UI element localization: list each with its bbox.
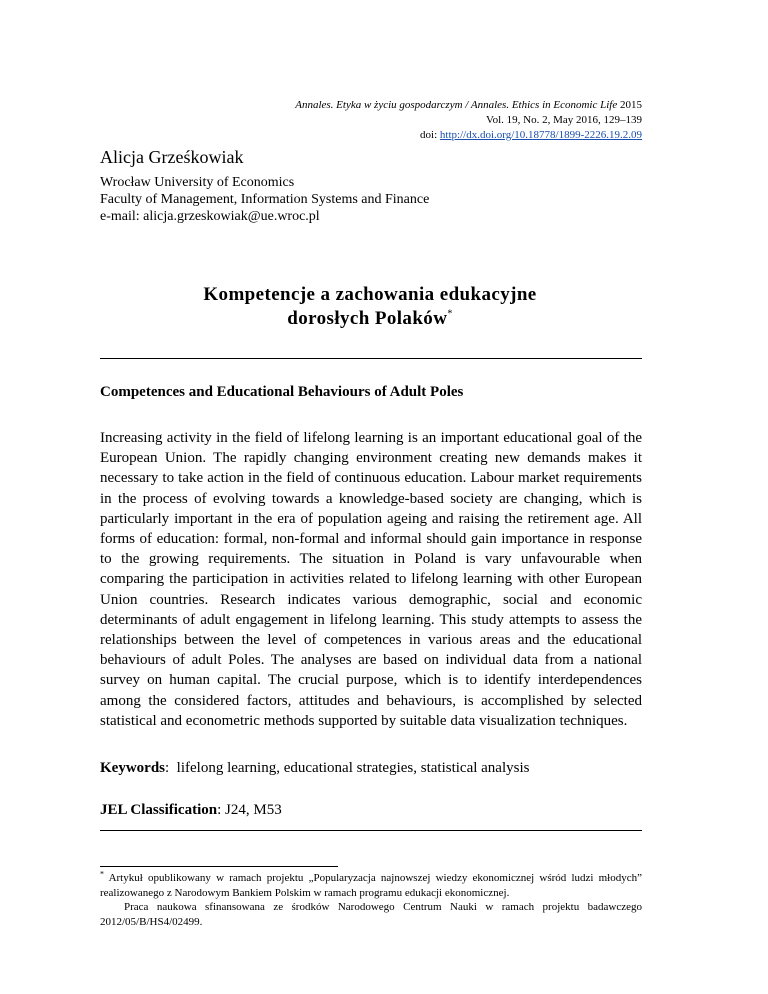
- author-block: [100, 146, 660, 225]
- article-title-line-2: dorosłych Polaków: [287, 308, 448, 329]
- doi-line: [122, 128, 642, 143]
- jel-value: J24, M53: [225, 802, 282, 818]
- footnote-text-1: Artykuł opublikowany w ramach projektu „Popularyzacja najnowszej wiedzy ekonomicznej wśród ludzi młodych” realizowanego z Narodowym Bankiem Polskim w ramach programu edukacji ekonomicznej.: [100, 872, 642, 899]
- abstract-heading: Competences and Educational Behaviours of Adult Poles: [100, 384, 464, 400]
- doi-link[interactable]: http://dx.doi.org/10.18778/1899-2226.19.2.09: [439, 129, 642, 141]
- footnote-paragraph-1: [100, 871, 642, 900]
- abstract-bottom-divider: [100, 830, 642, 831]
- footnote-paragraph-2: Praca naukowa sfinansowana ze środków Narodowego Centrum Nauki w ramach projektu badawczego 2012/05/B/HS4/02499.: [100, 901, 642, 928]
- author-name: Alicja Grześkowiak: [100, 147, 244, 167]
- jel-classification: JEL Classification: J24, M53: [100, 802, 282, 818]
- affiliation-faculty: Faculty of Management, Information Systems and Finance: [100, 192, 430, 207]
- author-email: e-mail: alicja.grzeskowiak@ue.wroc.pl: [100, 209, 320, 224]
- footnote-mark: *: [100, 869, 104, 879]
- affiliation-university: Wrocław University of Economics: [100, 175, 295, 190]
- doi-label: doi:: [420, 129, 438, 141]
- journal-header: [122, 98, 642, 143]
- footnote-divider: [100, 866, 338, 867]
- keywords-value: lifelong learning, educational strategies, statistical analysis: [176, 760, 530, 776]
- jel-label: JEL Classification: [100, 802, 218, 818]
- keywords: Keywords: lifelong learning, educational strategies, statistical analysis: [100, 760, 530, 776]
- keywords-label: Keywords: [100, 760, 165, 776]
- title-footnote-mark[interactable]: *: [447, 308, 453, 320]
- abstract-text: Increasing activity in the field of lifelong learning is an important educational goal of the European Union. The rapidly changing environment creating new demands makes it necessary to take action in the field of continuous education. Labour market requirements in the process of evolving towards a knowledge-based society are changing, which is particularly important in the era of population ageing and raising the retirement age. All forms of education: formal, non-formal and informal should gain importance in response to the growing requirements. The situation in Poland is vary unfavourable when comparing the participation in activities related to lifelong learning with other European Union countries. Research indicates various demographic, social and economic determinants of adult engagement in lifelong learning. This study attempts to assess the relationships between the level of competences in various areas and the educational behaviours of adult Poles. The analyses are based on individual data from a national survey on human capital. The crucial purpose, which is to identify interdependences among the considered factors, attitudes and behaviours, is accomplished by selected statistical and econometric methods supported by suitable data visualization techniques.: [100, 430, 642, 729]
- journal-title: Annales. Etyka w życiu gospodarczym / Annales. Ethics in Economic Life: [295, 99, 618, 111]
- article-title: [100, 283, 640, 331]
- abstract-top-divider: [100, 358, 642, 359]
- journal-line: [122, 98, 642, 113]
- volume-line: Vol. 19, No. 2, May 2016, 129–139: [486, 114, 642, 126]
- article-title-line-1: Kompetencje a zachowania edukacyjne: [203, 284, 537, 305]
- footnote: [100, 871, 642, 929]
- journal-year: 2015: [620, 99, 642, 111]
